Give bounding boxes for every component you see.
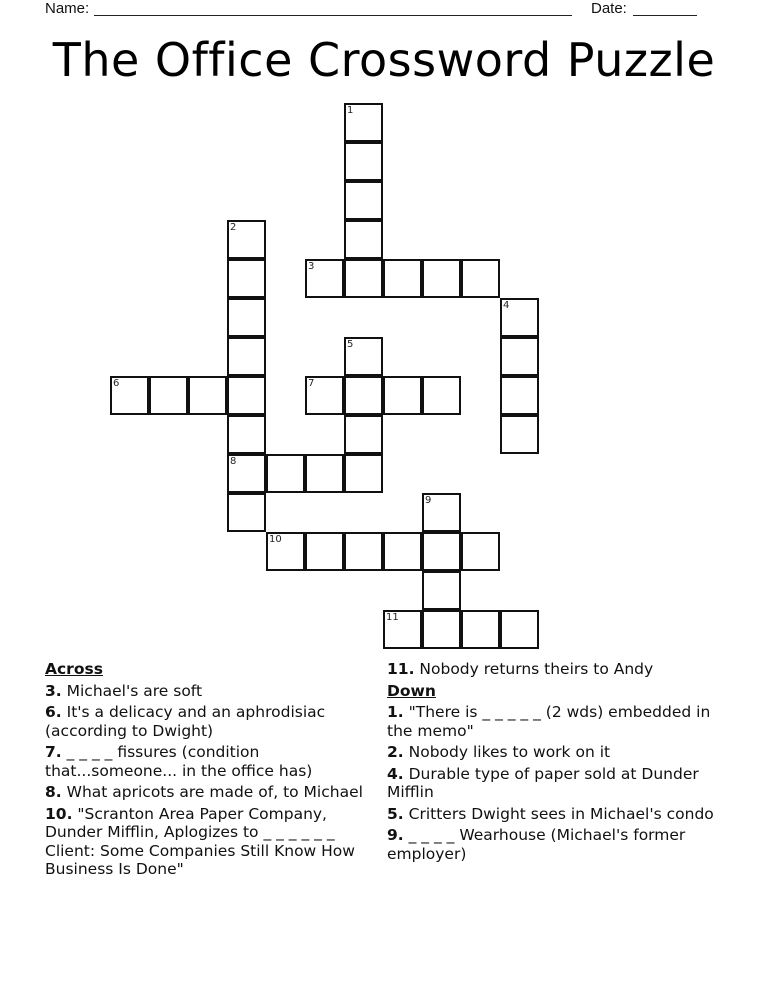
grid-cell[interactable] (188, 376, 227, 415)
clue-down-2 (387, 743, 717, 762)
grid-cell[interactable] (110, 376, 149, 415)
clue-number: 2. (387, 743, 404, 761)
grid-cell[interactable] (500, 610, 539, 649)
grid-cell[interactable] (500, 337, 539, 376)
clue-across-6 (45, 703, 385, 740)
grid-cell[interactable] (227, 337, 266, 376)
grid-cell[interactable] (344, 415, 383, 454)
cell-number: 5 (347, 339, 354, 350)
grid-cell[interactable] (422, 259, 461, 298)
clue-number: 6. (45, 703, 62, 721)
name-label: Name: (45, 0, 90, 17)
grid-cell[interactable] (227, 220, 266, 259)
clue-number: 7. (45, 743, 62, 761)
grid-cell[interactable] (422, 610, 461, 649)
grid-cell[interactable] (344, 454, 383, 493)
grid-cell[interactable] (344, 376, 383, 415)
grid-cell[interactable] (227, 454, 266, 493)
clue-text: "There is _ _ _ _ _ (2 wds) embedded in the memo" (387, 703, 711, 740)
grid-cell[interactable] (305, 376, 344, 415)
clue-across-10 (45, 805, 385, 879)
grid-cell[interactable] (422, 493, 461, 532)
clue-number: 3. (45, 681, 62, 700)
grid-cell[interactable] (422, 376, 461, 415)
grid-cell[interactable] (344, 181, 383, 220)
grid-cell[interactable] (227, 298, 266, 337)
grid-cell[interactable] (500, 376, 539, 415)
clue-down-9 (387, 826, 717, 863)
clue-number: 10. (45, 804, 73, 823)
clue-text: What apricots are made of, to Michael (66, 783, 363, 801)
clue-text: Michael's are soft (66, 681, 203, 700)
grid-cell[interactable] (305, 259, 344, 298)
clue-text: "Scranton Area Paper Company, Dunder Mifflin, Aplogizes to _ _ _ _ _ _ Client: Some Companies Still Know How Business Is Done" (45, 804, 355, 878)
down-heading: Down (387, 681, 436, 700)
grid-cell[interactable] (383, 610, 422, 649)
grid-cell[interactable] (344, 142, 383, 181)
grid-cell[interactable] (149, 376, 188, 415)
cell-number: 8 (230, 456, 237, 467)
grid-cell[interactable] (383, 532, 422, 571)
grid-cell[interactable] (461, 532, 500, 571)
clue-text: Durable type of paper sold at Dunder Mifflin (387, 764, 699, 801)
clues-left-column (45, 660, 385, 882)
clue-across-11 (387, 660, 717, 679)
clue-across-8 (45, 783, 385, 802)
grid-cell[interactable] (266, 532, 305, 571)
clue-number: 9. (387, 826, 404, 844)
grid-cell[interactable] (461, 610, 500, 649)
clue-down-5 (387, 805, 717, 824)
grid-cell[interactable] (422, 571, 461, 610)
clue-text: Critters Dwight sees in Michael's condo (408, 804, 714, 823)
clues-right-column (387, 660, 717, 866)
across-heading: Across (45, 660, 103, 678)
clue-number: 1. (387, 703, 404, 721)
page-title: The Office Crossword Puzzle (52, 33, 716, 87)
grid-cell[interactable] (344, 259, 383, 298)
clue-across-3 (45, 682, 385, 701)
cell-number: 4 (503, 300, 510, 311)
clue-number: 5. (387, 804, 404, 823)
cell-number: 10 (269, 534, 282, 545)
clue-across-7 (45, 743, 385, 780)
clue-number: 11. (387, 660, 415, 678)
cell-number: 1 (347, 105, 354, 116)
cell-number: 3 (308, 261, 315, 272)
cell-number: 2 (230, 222, 237, 233)
grid-cell[interactable] (344, 220, 383, 259)
grid-cell[interactable] (305, 454, 344, 493)
cell-number: 11 (386, 612, 399, 623)
grid-cell[interactable] (461, 259, 500, 298)
clue-down-1 (387, 703, 717, 740)
cell-number: 7 (308, 378, 315, 389)
grid-cell[interactable] (344, 337, 383, 376)
grid-cell[interactable] (227, 376, 266, 415)
date-label: Date: (591, 0, 627, 17)
grid-cell[interactable] (305, 532, 344, 571)
grid-cell[interactable] (344, 532, 383, 571)
grid-cell[interactable] (227, 259, 266, 298)
clue-text: Nobody returns theirs to Andy (419, 660, 654, 678)
grid-cell[interactable] (227, 415, 266, 454)
cell-number: 9 (425, 495, 432, 506)
grid-cell[interactable] (422, 532, 461, 571)
clue-text: _ _ _ _ Wearhouse (Michael's former employer) (387, 826, 686, 863)
cell-number: 6 (113, 378, 120, 389)
grid-cell[interactable] (344, 103, 383, 142)
grid-cell[interactable] (266, 454, 305, 493)
clue-down-4 (387, 765, 717, 802)
grid-cell[interactable] (227, 493, 266, 532)
clue-number: 8. (45, 783, 62, 801)
grid-cell[interactable] (383, 259, 422, 298)
clue-number: 4. (387, 764, 404, 783)
grid-cell[interactable] (383, 376, 422, 415)
clue-text: Nobody likes to work on it (408, 743, 611, 761)
grid-cell[interactable] (500, 298, 539, 337)
clue-text: It's a delicacy and an aphrodisiac (according to Dwight) (45, 703, 326, 740)
grid-cell[interactable] (500, 415, 539, 454)
clue-text: _ _ _ _ fissures (condition that...someone... in the office has) (45, 743, 313, 780)
